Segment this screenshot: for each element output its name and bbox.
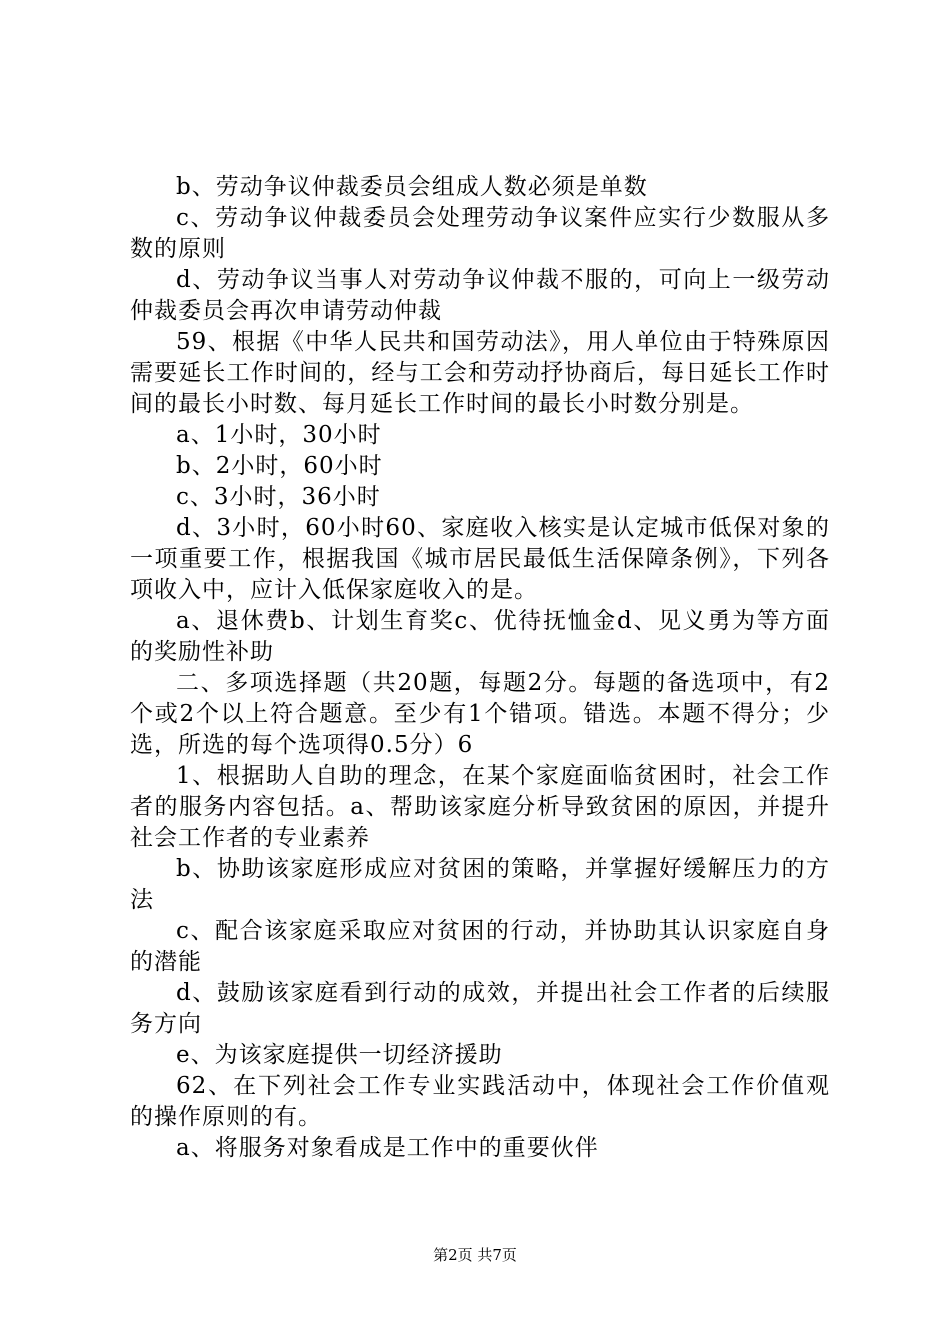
paragraph-q59-option-b: b、2小时，60小时: [176, 453, 383, 479]
paragraph-question-59: 59、根据《中华人民共和国劳动法》，用人单位由于特殊原因需要延长工作时间的，经与工会和劳动抒协商后，每日延长工作时间的最长小时数、每月延长工作时间的最长小时数分别是。: [130, 329, 830, 417]
document-body: [130, 172, 830, 1164]
page-footer: [0, 1244, 950, 1265]
paragraph-q59-option-d-question-60: d、3小时，60小时60、家庭收入核实是认定城市低保对象的一项重要工作，根据我国《城市居民最低生活保障条例》，下列各项收入中，应计入低保家庭收入的是。: [130, 515, 830, 603]
paragraph-option-c: c、劳动争议仲裁委员会处理劳动争议案件应实行少数服从多数的原则: [130, 205, 830, 262]
paragraph-q61-option-d: d、鼓励该家庭看到行动的成效，并提出社会工作者的后续服务方向: [130, 980, 830, 1037]
paragraph-option-d: d、劳动争议当事人对劳动争议仲裁不服的，可向上一级劳动仲裁委员会再次申请劳动仲裁: [130, 267, 830, 324]
page-number-label: 第2页 共7页: [433, 1246, 517, 1264]
paragraph-q60-options: a、退休费b、计划生育奖c、优待抚恤金d、见义勇为等方面的奖励性补助: [130, 608, 830, 665]
paragraph-question-62: 62、在下列社会工作专业实践活动中，体现社会工作价值观的操作原则的有。: [130, 1073, 830, 1130]
paragraph-q61-option-c: c、配合该家庭采取应对贫困的行动，并协助其认识家庭自身的潜能: [130, 918, 830, 975]
paragraph-q59-option-a: a、1小时，30小时: [176, 422, 382, 448]
paragraph-q62-option-a: a、将服务对象看成是工作中的重要伙伴: [176, 1135, 599, 1161]
paragraph-q61-option-e: e、为该家庭提供一切经济援助: [176, 1042, 503, 1068]
paragraph-q61-option-b: b、协助该家庭形成应对贫困的策略，并掌握好缓解压力的方法: [130, 856, 830, 913]
paragraph-q59-option-c: c、3小时，36小时: [176, 484, 381, 510]
paragraph-option-b: b、劳动争议仲裁委员会组成人数必须是单数: [176, 174, 648, 200]
paragraph-section-multiple-choice: 二、多项选择题（共20题，每题2分。每题的备选项中，有2个或2个以上符合题意。至少有1个错项。错选。本题不得分；少选，所选的每个选项得0.5分）6: [130, 670, 830, 758]
paragraph-question-61: 1、根据助人自助的理念，在某个家庭面临贫困时，社会工作者的服务内容包括。a、帮助该家庭分析导致贫困的原因，并提升社会工作者的专业素养: [130, 763, 830, 851]
